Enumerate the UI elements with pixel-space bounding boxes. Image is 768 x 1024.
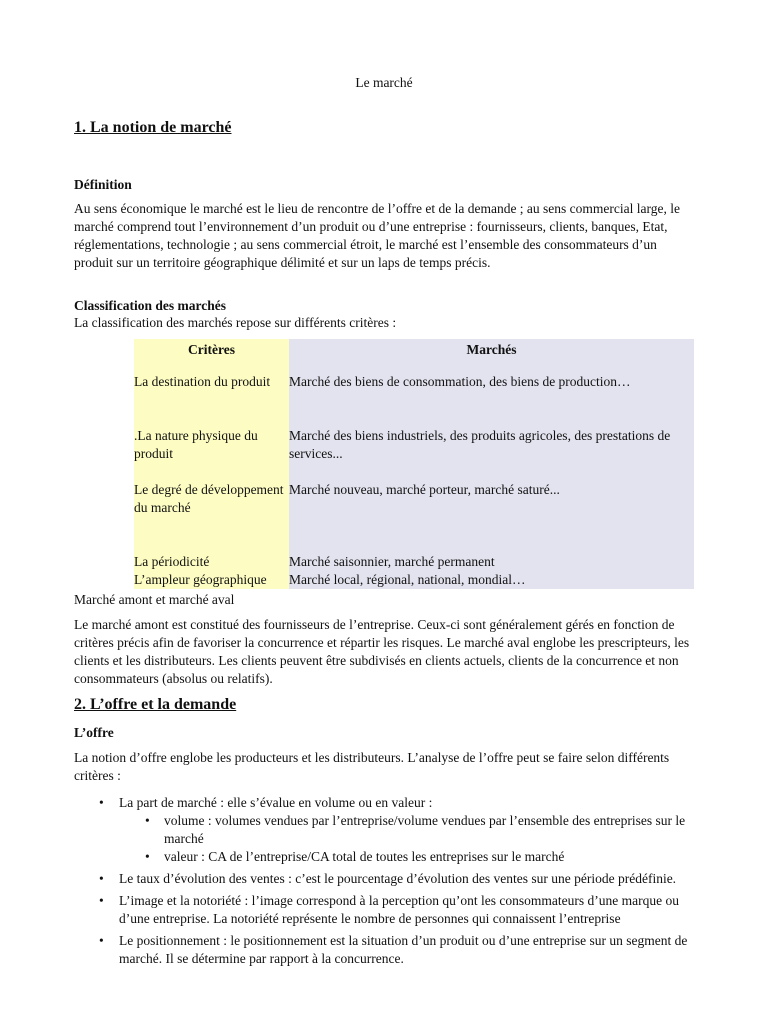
- classification-intro: La classification des marchés repose sur différents critères :: [74, 315, 397, 330]
- table-header-row: [134, 339, 694, 373]
- table-cell-criterion: Le degré de développement du marché: [134, 481, 289, 553]
- table-cell-criterion: L’ampleur géographique: [134, 571, 289, 589]
- table-cell-market: Marché saisonnier, marché permanent: [289, 553, 694, 571]
- list-item: • Le positionnement : le positionnement est la situation d’un produit ou d’une entreprise sur un segment de marché. Il se détermine par rapport à la concurrence.: [74, 932, 694, 968]
- table-cell-criterion: La destination du produit: [134, 373, 289, 427]
- list-item: • valeur : CA de l’entreprise/CA total de toutes les entreprises sur le marché: [119, 848, 694, 866]
- table-cell-market: Marché local, régional, national, mondial…: [289, 571, 694, 589]
- table-cell-market: Marché des biens industriels, des produits agricoles, des prestations de services...: [289, 427, 694, 481]
- classification-table: [134, 339, 694, 589]
- list-item: • L’image et la notoriété : l’image correspond à la perception qu’ont les consommateurs d’une marque ou d’une entreprise. La notoriété représente le nombre de personnes qui connaissent l’entreprise: [74, 892, 694, 928]
- table-row: [134, 373, 694, 427]
- section-2-heading: 2. L’offre et la demande: [74, 696, 237, 713]
- offre-paragraph: La notion d’offre englobe les producteurs et les distributeurs. L’analyse de l’offre peut se faire selon différents critères :: [74, 750, 670, 783]
- amont-aval-label: Marché amont et marché aval: [74, 592, 235, 607]
- table-cell-criterion: .La nature physique du produit: [134, 427, 289, 481]
- amont-aval-paragraph: Le marché amont est constitué des fournisseurs de l’entreprise. Ceux-ci sont généralement gérés en fonction de critères précis afin de favoriser la concurrence et répartir les risques. Le marché aval englobe les prescripteurs, les clients et les distributeurs. Les clients peuvent être subdivisés en clients actuels, clients de la concurrence et non consommateurs (absolus ou relatifs).: [74, 617, 690, 686]
- part-de-marche-sublist: [119, 812, 694, 866]
- table-header-marches: Marchés: [289, 339, 694, 373]
- offre-criteria-list: [74, 794, 694, 972]
- table-cell-market: Marché des biens de consommation, des biens de production…: [289, 373, 694, 427]
- table-cell-criterion: La périodicité: [134, 553, 289, 571]
- definition-label: Définition: [74, 177, 132, 192]
- list-item: • La part de marché : elle s’évalue en volume ou en valeur : • volume : volumes vendues par l’entreprise/volume vendues par l’ensemble des entreprises sur le marché • valeur : CA de l’entreprise/CA total de toutes les entreprises sur le marché: [74, 794, 694, 866]
- table-header-criteres: Critères: [134, 339, 289, 373]
- table-row: [134, 553, 694, 571]
- definition-paragraph: Au sens économique le marché est le lieu de rencontre de l’offre et de la demande ; au sens commercial large, le marché comprend tout l’environnement d’un produit ou d’une entreprise : fournisseurs, clients, banques, Etat, réglementations, technologie ; au sens commercial étroit, le marché est l’ensemble des consommateurs d’un produit sur un territoire géographique délimité et sur un laps de temps précis.: [74, 201, 680, 270]
- table-row: [134, 481, 694, 553]
- document-title: Le marché: [355, 75, 413, 90]
- offre-label: L’offre: [74, 725, 114, 740]
- classification-label: Classification des marchés: [74, 298, 226, 313]
- table-row: [134, 571, 694, 589]
- list-item: • Le taux d’évolution des ventes : c’est le pourcentage d’évolution des ventes sur une période prédéfinie.: [74, 870, 694, 888]
- table-row: [134, 427, 694, 481]
- table-cell-market: Marché nouveau, marché porteur, marché saturé...: [289, 481, 694, 553]
- section-1-heading: 1. La notion de marché: [74, 119, 232, 136]
- list-item: • volume : volumes vendues par l’entreprise/volume vendues par l’ensemble des entreprises sur le marché: [119, 812, 694, 848]
